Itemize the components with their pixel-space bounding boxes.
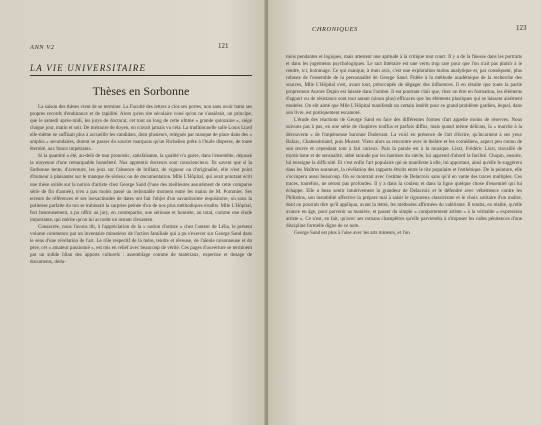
left-page bbox=[0, 0, 266, 425]
section-rubric: LA VIE UNIVERSITAIRE bbox=[30, 63, 252, 76]
article-title: Thèses en Sorbonne bbox=[92, 84, 190, 98]
running-head: ANN V2 bbox=[30, 44, 55, 51]
article-body bbox=[30, 104, 252, 420]
paragraph: La saison des thèses vient de se terminer. La Faculté des lettres a clos ses portes, non sans avoir battu ses propres records d'endurance et de rapidité. Alors qu'en rite séculaire voué qu'on ne s'assiérait, un principe, que le samedi après-midi, les jurys de doctorat, cet tout au long de cette ultime « grande quinzaine », siégé chaque jour, matin et soir. De mémoire de doyen, on n'avait jamais vu cela. La traditionnelle salle Louis Liard elle-même ne suffisait plus à accueillir les candidats, dont plusieurs, relégués par manque de place dans des « amphis » secondaires, durent se passer du sourire marquois qu'un Richelieu prête à l'huile disperse, de toute éternité, aux futurs impétrants. bbox=[30, 104, 252, 153]
page-number: 121 bbox=[218, 42, 229, 50]
paragraph: George Sand est plus à l'aise avec les arts mineurs, et l'on bbox=[294, 230, 410, 237]
paragraph: Si la quantité a été, au-delà de tout pronostic, satisfaisante, la qualité n'a guère, dans l'ensemble, dépassé la moyenne d'une remarquable honnêteté. Nos apprentis docteurs sont consciencieux. Ils savent que si la Sorbonne tente, d'aventure, les jeux sur l'absence de brillant, de vigueur ou d'originalité, elle n'est point d'humeur à plaisanter sur le manque de sérieux ou de documentation. Mlle L'Hôpital, qui avait pourtant écrit une thèse solide sur la notion d'artiste chez George Sand (l'une des meilleures assurément de cette comparse série de fin d'année), n'en a pas moins passé un redoutable moment entre les mains de M. Pommier. Ses erreurs de références et ses inexactitudes de dates ont fait l'objet d'un savantissime requisitoire, où sous la politesse parfaite du ton se trahissait la surprise peinée d'un de nos plus méthodiques érudits. Mlle L'Hôpital, fort heureusement, a pu offrir au jury, en contrepartie, une sérieuse et honnête, au total, comme une étude importante, qui mérite qu'on lui accorde un instant d'examen. bbox=[30, 153, 252, 223]
paragraph: Consacrée, nous l'avons dit, à l'appréciation de la « notion d'artiste » chez l'auteur de Lélia, le présent volume commence par un inventaire minutieux de l'action familiale qui a pu s'exercer sur George Sand dans le sens d'une révélation de l'art. Le rôle respectif de la mère, tendre et rêveuse, de l'aïeule raisonneuse et du père, cet « amateur passionné », est mis en relief avec beaucoup de vérité. Ces pages d'ouverture se terminent par un solide bilan des apports culturels : assemblage comme de matériaux, expertise et dosage de documents, dédu- bbox=[30, 223, 252, 266]
right-page bbox=[268, 0, 541, 425]
running-head: CHRONIQUES bbox=[312, 26, 358, 33]
paragraph: tions pendantes et logiques, mais attestent une aptitude à la critique tout court. Il y a de la finesse dans les portraits et dans les jugements psychologiques. Le tact littéraire est une vertu trop rare pour que l'on n'ait pas plaisir à le rendre, ici, hommage. Ce qui manque, à mon avis, c'est une exploration moins analytique et, par conséquent, plus robuste de l'ensemble de la personnalité de George Sand. Fidèle à la méthode académique de la recherche des sources, Mlle L'Hôpital s'est, avant tout, préoccupée de dégager des influences. Il en résulte que toute la partie proprement Aurore Dupin est laissée dans l'ombre. Il est pourtant clair que, chez un être en formation, les éléments d'apport ou de résistance sont tout autant (sinon plus) efficaces que les éléments plastiques qui se laissent aisément modeler. On eût aimé que Mlle L'Hôpital manifestât un certain intérêt pour ce grand problème gardien, lequel, dans son livre, est pratiquement escamoté. bbox=[286, 54, 522, 117]
paragraph: L'étude des réactions de George Sand en face des différentes formes d'art appelle moins de réserves. Nous suivons pas à pas, en une série de chapitres touffus et parfois diffus, mais quand même délicats, la « marche à la découverte » de l'impétueuse baronne Dudevant. La voici en présence de l'art d'écrire, qu'incarnent à ses yeux Balzac, Chateaubriand, puis Musset. Viens alors sa rencontre avec le théâtre et les comédiens, aspect peu connu de son œuvre et cependant tout à fait curieux. Puis la parole est à la musique. Liszt, Frédéric Liszt, travaillé de mysticisme et de sensualité, abbé taraudé par les hantises du siècle, lui apprend d'abord la facilité. Chopin, ensuite, lui enseigne la difficulté. Et c'est enfin l'art populaire qui se manifeste à elle, lui apportant, ainsi qu'elle le suggérera dans les Maîtres sonneurs, la révélation des rapports étroits entre le rite populaire et l'esthétique. De la peinture, elle s'occupera aussi beaucoup. On se montrait avec l'estime de Delacroix sans qu'il en vante des traces multiples. Ces traces, toutefois, ne seront pas profondes. Il y a dans la couleur et dans la ligne quelque chose d'essentiel qui lui échappe. Elle a beau sentir intuitivement la grandeur de Delacroix et le défendre avec véhémence contre les Philistins, son instabilité affective la prépare mal à saisir le rigoureux classicisme et le choix solitaire d'un maître, dont on pourrait dire qu'il appliqua, avant la lettre, les méthodes affirmées du valérisme. Il tendra, en réalité, qu'elle avance en âge, pour parvenir sa manière, et passer du simple « comportement artiste » à la véritable « expression artiste ». Ce n'est, en fait, qu'avec ses romans champêtres qu'elle parviendra à s'imposer les rudes pénitences d'une discipline formelle digne de ce nom. bbox=[286, 117, 522, 230]
page-number: 123 bbox=[516, 24, 527, 32]
article-body bbox=[286, 54, 522, 420]
